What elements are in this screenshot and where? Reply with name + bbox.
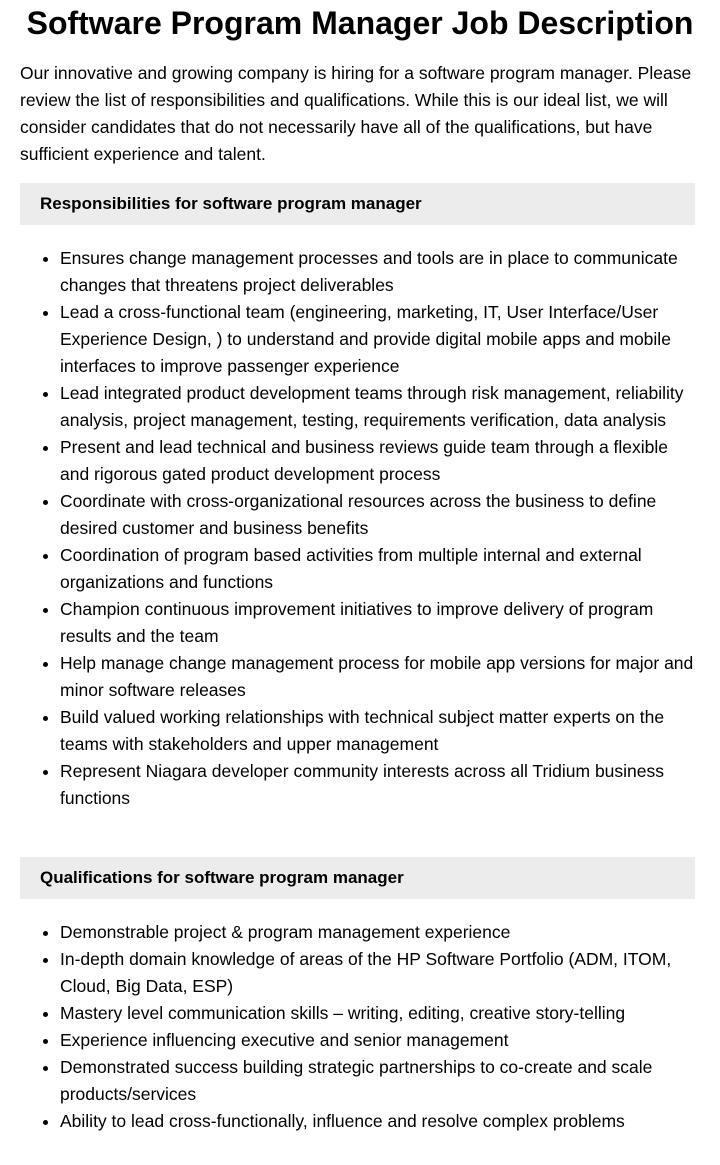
qualifications-heading: Qualifications for software program manager bbox=[20, 857, 695, 899]
list-item: • Lead integrated product development teams through risk management, reliability analysis, project management, testing, requirements verification, data analysis bbox=[60, 380, 700, 434]
list-item: • Present and lead technical and business reviews guide team through a flexible and rigorous gated product development process bbox=[60, 434, 700, 488]
qualifications-list bbox=[20, 919, 700, 1135]
responsibilities-heading: Responsibilities for software program manager bbox=[20, 183, 695, 225]
list-item: • Ensures change management processes and tools are in place to communicate changes that threatens project deliverables bbox=[60, 245, 700, 299]
list-item: • Coordination of program based activities from multiple internal and external organizations and functions bbox=[60, 542, 700, 596]
list-item: • Demonstrated success building strategic partnerships to co-create and scale products/services bbox=[60, 1054, 700, 1108]
list-item: • Coordinate with cross-organizational resources across the business to define desired customer and business benefits bbox=[60, 488, 700, 542]
list-item: • Demonstrable project & program management experience bbox=[60, 919, 700, 946]
list-item: • Represent Niagara developer community interests across all Tridium business functions bbox=[60, 758, 700, 812]
list-item: • In-depth domain knowledge of areas of the HP Software Portfolio (ADM, ITOM, Cloud, Big Data, ESP) bbox=[60, 946, 700, 1000]
intro-text: Our innovative and growing company is hiring for a software program manager. Please review the list of responsibilities and qualifications. While this is our ideal list, we will consider candidates that do not necessarily have all of the qualifications, but have sufficient experience and talent. bbox=[20, 63, 692, 164]
list-item: • Experience influencing executive and senior management bbox=[60, 1027, 700, 1054]
list-item: • Help manage change management process for mobile app versions for major and minor software releases bbox=[60, 650, 700, 704]
list-item: • Mastery level communication skills – writing, editing, creative story-telling bbox=[60, 1000, 700, 1027]
list-item: • Ability to lead cross-functionally, influence and resolve complex problems bbox=[60, 1108, 700, 1135]
responsibilities-list bbox=[20, 245, 700, 812]
list-item: • Champion continuous improvement initiatives to improve delivery of program results and the team bbox=[60, 596, 700, 650]
list-item: • Build valued working relationships with technical subject matter experts on the teams with stakeholders and upper management bbox=[60, 704, 700, 758]
list-item: • Lead a cross-functional team (engineering, marketing, IT, User Interface/User Experience Design, ) to understand and provide digital mobile apps and mobile interfaces to improve passenger experience bbox=[60, 299, 700, 380]
page-title: Software Program Manager Job Description bbox=[26, 5, 694, 41]
